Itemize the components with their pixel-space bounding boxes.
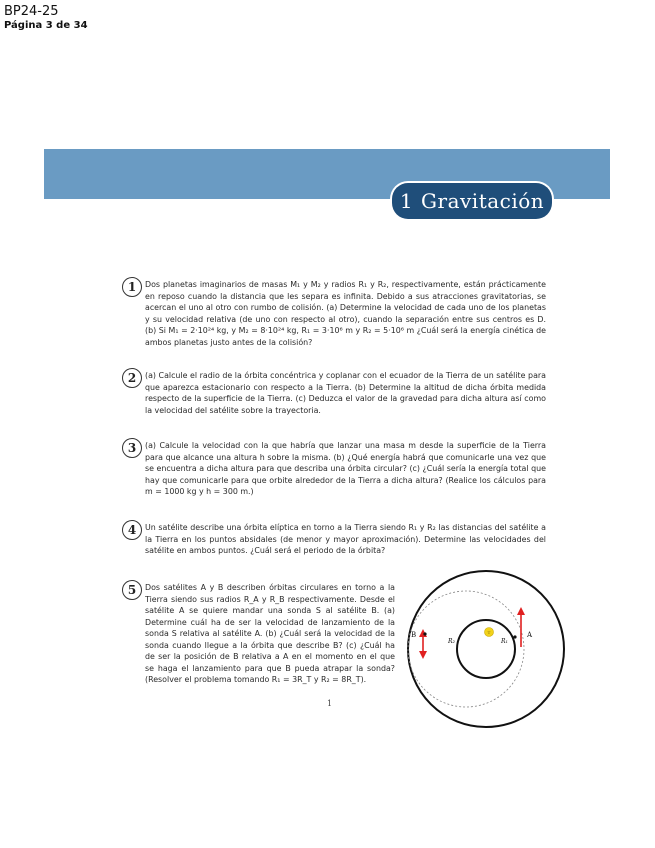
label-b: B bbox=[411, 631, 417, 639]
label-a: A bbox=[527, 631, 533, 639]
problem-4 bbox=[122, 522, 546, 557]
chapter-title: Gravitación bbox=[421, 189, 545, 213]
page-indicator: Página 3 de 34 bbox=[4, 20, 88, 31]
problem-text: (a) Calcule el radio de la órbita concéntrica y coplanar con el ecuador de la Tierra de un satélite para que aparezca estacionario con respecto a la Tierra. (b) Determine la altitud de dicha órbita medida respecto de la superficie de la Tierra. (c) Deduzca el valor de la gravedad para dicha altura así como la velocidad del satélite sobre la trayectoria. bbox=[145, 371, 546, 415]
satellite-a bbox=[513, 635, 516, 638]
problem-number: 4 bbox=[122, 520, 142, 540]
document-title: BP24-25 bbox=[4, 4, 59, 19]
earth-label: T bbox=[487, 630, 491, 635]
chapter-heading bbox=[392, 183, 552, 219]
orbit-diagram bbox=[406, 569, 566, 729]
problem-text: (a) Calcule la velocidad con la que habría que lanzar una masa m desde la superficie de la Tierra para que alcance una altura h sobre la misma. (b) ¿Qué energía habrá que comunicarle una vez que se encuentra a dicha altura para que describa una órbita circular? (c) ¿Cuál sería la energía total que hay que comunicarle para que orbite alrededor de la Tierra a dicha altura? (Realice los cálculos para m = 1000 kg y h = 300 m.) bbox=[145, 441, 546, 496]
viewer-header bbox=[4, 4, 88, 32]
problem-text: Dos satélites A y B describen órbitas circulares en torno a la Tierra siendo sus radios R_A y R_B respectivamente. Desde el satélite A se quiere mandar una sonda S al satélite B. (a) Determine cuál ha de ser la velocidad de lanzamiento de la sonda S relativa al satélite A. (b) ¿Cuál será la velocidad de la sonda cuando llegue a la órbita que describe B? (c) ¿Cuál ha de ser la posición de B relativa a A en el momento en el que se haga el lanzamiento para que B pueda atrapar la sonda? (Resolver el problema tomando R₁ = 3R_T y R₂ = 8R_T). bbox=[145, 583, 395, 684]
problem-1 bbox=[122, 279, 546, 348]
problem-number: 3 bbox=[122, 438, 142, 458]
label-r2: R₂ bbox=[448, 638, 455, 645]
satellite-b bbox=[423, 632, 426, 635]
chapter-number: 1 bbox=[399, 189, 414, 213]
problem-3 bbox=[122, 440, 546, 498]
problem-text: Un satélite describe una órbita elíptica en torno a la Tierra siendo R₁ y R₂ las distancias del satélite a la Tierra en los puntos absidales (de menor y mayor aproximación). Determine las velocidades del satélite en ambos puntos. ¿Cuál será el periodo de la órbita? bbox=[145, 523, 546, 555]
problem-text: Dos planetas imaginarios de masas M₁ y M₂ y radios R₁ y R₂, respectivamente, están prácticamente en reposo cuando la distancia que les separa es infinita. Debido a sus atracciones gravitatorias, se acercan el uno al otro con rumbo de colisión. (a) Determine la velocidad de cada uno de los planetas y su velocidad relativa (de uno con respecto al otro), cuando la separación entre sus centros es D. (b) Si M₁ = 2·10²⁴ kg, y M₂ = 8·10²⁴ kg, R₁ = 3·10⁶ m y R₂ = 5·10⁶ m ¿Cuál será la energía cinética de ambos planetas justo antes de la colisión? bbox=[145, 280, 546, 347]
problem-number: 1 bbox=[122, 277, 142, 297]
problem-number: 2 bbox=[122, 368, 142, 388]
problem-number: 5 bbox=[122, 580, 142, 600]
transfer-orbit bbox=[408, 591, 524, 707]
label-r1: R₁ bbox=[501, 638, 508, 645]
problem-2 bbox=[122, 370, 546, 416]
page-number: 1 bbox=[327, 699, 333, 708]
